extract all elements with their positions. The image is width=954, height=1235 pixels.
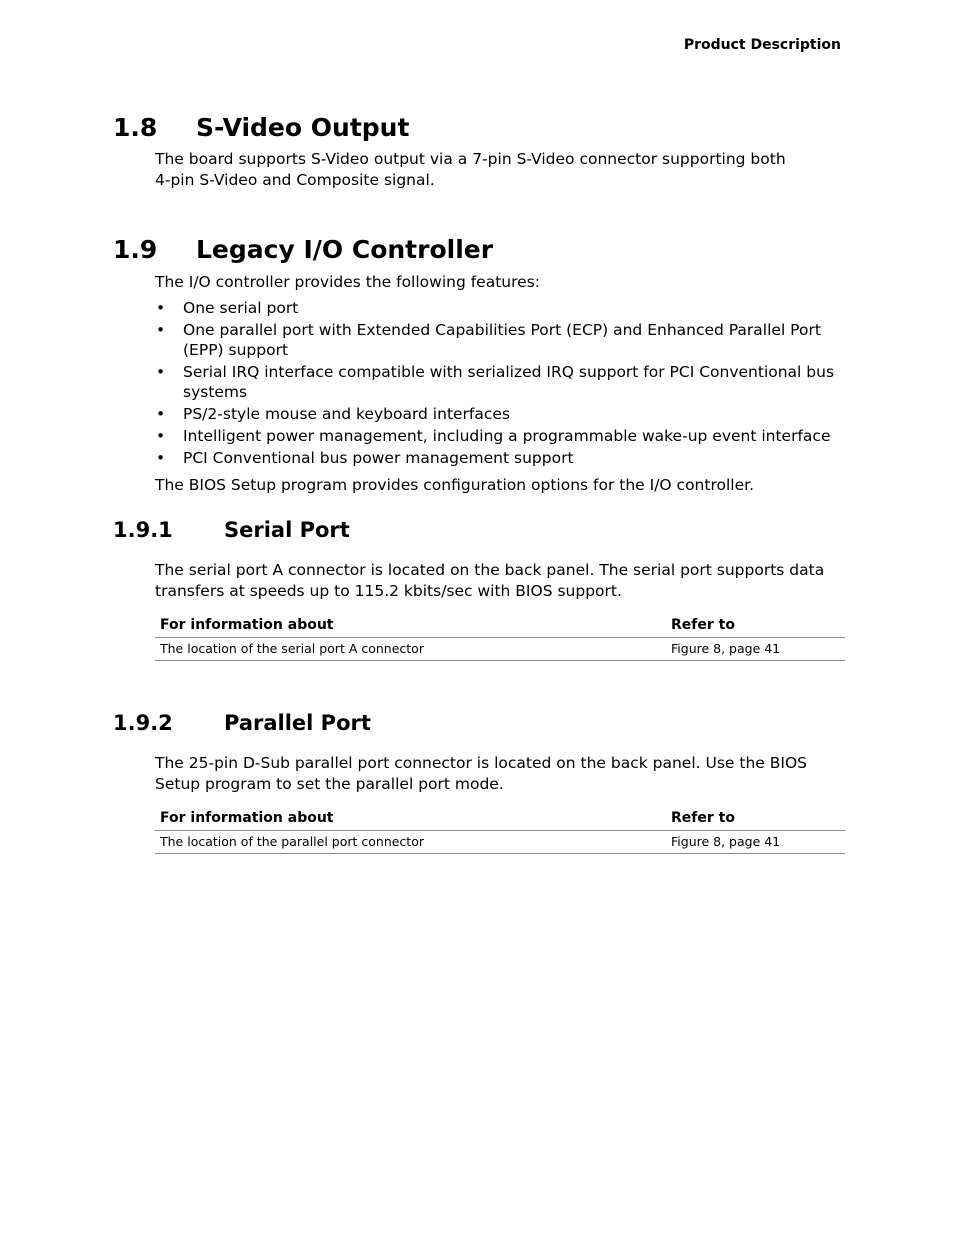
io-outro-paragraph: The BIOS Setup program provides configuration options for the I/O controller. (155, 476, 754, 494)
table-row (155, 638, 845, 661)
list-item (155, 362, 845, 402)
list-item-text: PCI Conventional bus power management support (183, 449, 574, 467)
parallel-port-reference-table (155, 808, 845, 854)
s-video-paragraph: The board supports S-Video output via a 7-pin S-Video connector supporting both 4-pin S-Video and Composite signal. (155, 150, 786, 189)
io-feature-list (155, 298, 845, 470)
table-cell: Figure 8, page 41 (666, 831, 845, 854)
bullet-icon: • (156, 321, 166, 339)
list-item (155, 448, 845, 468)
table-cell: The location of the parallel port connector (155, 831, 666, 854)
bullet-icon: • (156, 449, 166, 467)
serial-port-paragraph: The serial port A connector is located on the back panel. The serial port supports data transfers at speeds up to 115.2 kbits/sec with BIOS support. (155, 561, 825, 600)
table-header-cell: Refer to (666, 808, 845, 831)
heading-title: Parallel Port (224, 711, 371, 735)
list-item-text: One parallel port with Extended Capabilities Port (ECP) and Enhanced Parallel Port (EPP) support (183, 321, 821, 359)
list-item-text: Serial IRQ interface compatible with serialized IRQ support for PCI Conventional bus systems (183, 363, 835, 401)
table-row (155, 831, 845, 854)
heading-number: 1.9 (113, 235, 158, 264)
heading-number: 1.9.1 (113, 518, 173, 542)
list-item-text: Intelligent power management, including a programmable wake-up event interface (183, 427, 831, 445)
list-item (155, 404, 845, 424)
serial-port-reference-table (155, 615, 845, 661)
table-header-row (155, 615, 845, 638)
heading-title: Serial Port (224, 518, 350, 542)
list-item-text: PS/2-style mouse and keyboard interfaces (183, 405, 511, 423)
list-item (155, 426, 845, 446)
table-header-cell: For information about (155, 615, 666, 638)
list-item (155, 298, 845, 318)
table-header-row (155, 808, 845, 831)
heading-legacy-io-controller (113, 235, 493, 264)
parallel-port-paragraph: The 25-pin D-Sub parallel port connector is located on the back panel. Use the BIOS Setup program to set the parallel port mode. (155, 754, 807, 793)
heading-number: 1.9.2 (113, 711, 173, 735)
table-header-cell: For information about (155, 808, 666, 831)
heading-serial-port (113, 518, 350, 542)
list-item (155, 320, 845, 360)
list-item-text: One serial port (183, 299, 299, 317)
table-cell: Figure 8, page 41 (666, 638, 845, 661)
heading-s-video-output (113, 113, 409, 142)
heading-title: Legacy I/O Controller (196, 235, 494, 264)
heading-title: S-Video Output (196, 113, 410, 142)
bullet-icon: • (156, 427, 166, 445)
bullet-icon: • (156, 405, 166, 423)
running-header: Product Description (683, 37, 841, 53)
heading-number: 1.8 (113, 113, 158, 142)
io-intro-paragraph: The I/O controller provides the following features: (155, 273, 540, 291)
bullet-icon: • (156, 299, 166, 317)
table-cell: The location of the serial port A connector (155, 638, 666, 661)
heading-parallel-port (113, 711, 371, 735)
table-header-cell: Refer to (666, 615, 845, 638)
bullet-icon: • (156, 363, 166, 381)
